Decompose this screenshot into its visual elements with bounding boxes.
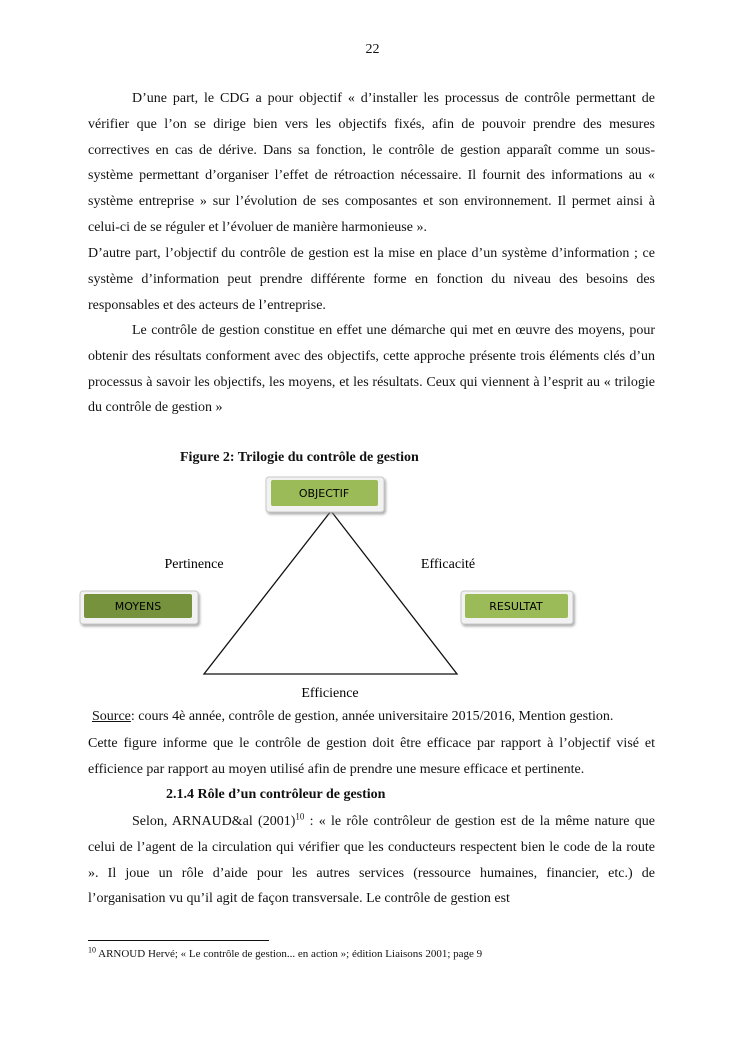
footnote-text: ARNOUD Hervé; « Le contrôle de gestion... en action »; édition Liaisons 2001; page 9 xyxy=(96,948,483,960)
resultat-box xyxy=(461,591,573,624)
pertinence-label: Pertinence xyxy=(164,557,224,572)
paragraph-cdg-objective: D’une part, le CDG a pour objectif « d’installer les processus de contrôle permettant de vérifier que l’on se dirige bien vers les objectifs fixés, afin de pouvoir prendre des mesures correctives en cas de dérive. Dans sa fonction, le contrôle de gestion apparaît comme un sous-système permettant d’organiser l’effet de rétroaction nécessaire. Il fournit des informations au « système entreprise » sur l’évolution de ses composantes et son environnement. Il permet ainsi à celui-ci de se réguler et l’évoluer de manière harmonieuse ». xyxy=(88,91,655,235)
paragraph-information-system: D’autre part, l’objectif du contrôle de gestion est la mise en place d’un système d’information ; ce système d’information peut prendre différente forme en fonction du niveau des besoins des responsables et des acteurs de l’entreprise. xyxy=(88,246,655,313)
trilogy-triangle xyxy=(204,511,457,674)
resultat-label: RESULTAT xyxy=(489,600,543,613)
citation-text: Selon, ARNAUD&al (2001) xyxy=(132,814,296,829)
objectif-label: OBJECTIF xyxy=(298,487,350,500)
section-heading: 2.1.4 Rôle d’un contrôleur de gestion xyxy=(166,787,386,802)
footnote-divider xyxy=(88,940,269,941)
objectif-box xyxy=(266,477,384,512)
footnote-number: 10 xyxy=(88,945,96,955)
figure-title: Figure 2: Trilogie du contrôle de gestion xyxy=(180,450,419,465)
controller-role-text: : « le rôle contrôleur de gestion est de la même nature que celui de l’agent de la circulation qui vérifier que les conducteurs respectent bien le code de la route ». Il joue un rôle d’aide pour les autres services (ressource humaines, financier, etc.) de l’organisation vu qu’il agit de façon transversale. Le contrôle de gestion est xyxy=(88,814,656,907)
paragraph-controller-role xyxy=(88,809,655,912)
paragraph-figure-explanation: Cette figure informe que le contrôle de gestion doit être efficace par rapport à l’objectif visé et efficience par rapport au moyen utilisé afin de prendre une mesure efficace et pertinente. xyxy=(88,736,655,777)
figure-source xyxy=(92,709,657,725)
source-text: : cours 4è année, contrôle de gestion, année universitaire 2015/2016, Mention gestion. xyxy=(130,709,614,724)
paragraph-trilogy-intro: Le contrôle de gestion constitue en effet une démarche qui met en œuvre des moyens, pour obtenir des résultats conforment avec des objectifs, cette approche présente trois éléments clés d’un processus à savoir les objectifs, les moyens, et les résultats. Ceux qui viennent à l’esprit au « trilogie du contrôle de gestion » xyxy=(88,323,655,416)
efficacite-label: Efficacité xyxy=(420,557,476,572)
moyens-box xyxy=(80,591,198,624)
source-label: Source xyxy=(92,709,131,724)
footnote-ref: 10 xyxy=(295,811,305,822)
page-number: 22 xyxy=(365,42,380,57)
footnote xyxy=(88,945,483,960)
trilogy-diagram xyxy=(0,475,745,705)
moyens-label: MOYENS xyxy=(114,600,162,613)
efficience-label: Efficience xyxy=(301,686,359,701)
